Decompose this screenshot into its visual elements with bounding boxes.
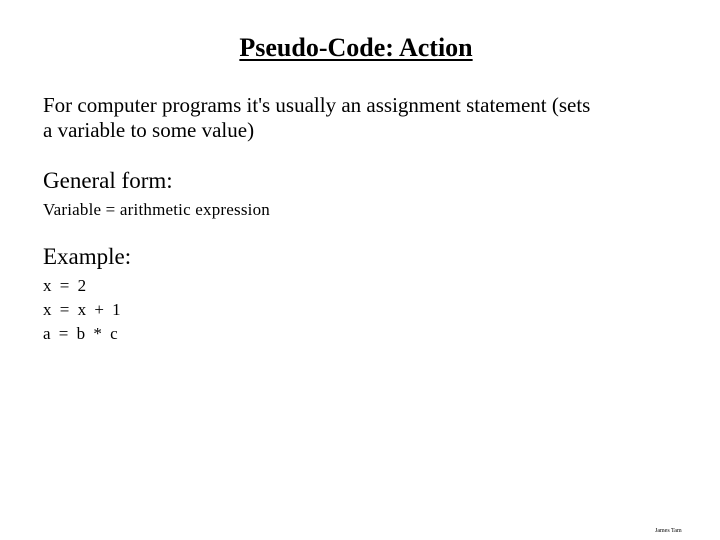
general-form-heading: General form: bbox=[43, 168, 173, 193]
intro-line: a variable to some value) bbox=[43, 118, 255, 142]
example-heading: Example: bbox=[43, 244, 132, 269]
intro-line: For computer programs it's usually an assignment statement (sets bbox=[43, 93, 591, 117]
intro-paragraph bbox=[43, 93, 693, 143]
example-line: x = x + 1 bbox=[43, 300, 123, 319]
example-line: a = b * c bbox=[43, 324, 120, 343]
general-form-statement: Variable = arithmetic expression bbox=[43, 200, 270, 219]
author-footer: James Tam bbox=[655, 528, 682, 534]
slide-title: Pseudo-Code: Action bbox=[239, 33, 473, 62]
example-line: x = 2 bbox=[43, 276, 89, 295]
